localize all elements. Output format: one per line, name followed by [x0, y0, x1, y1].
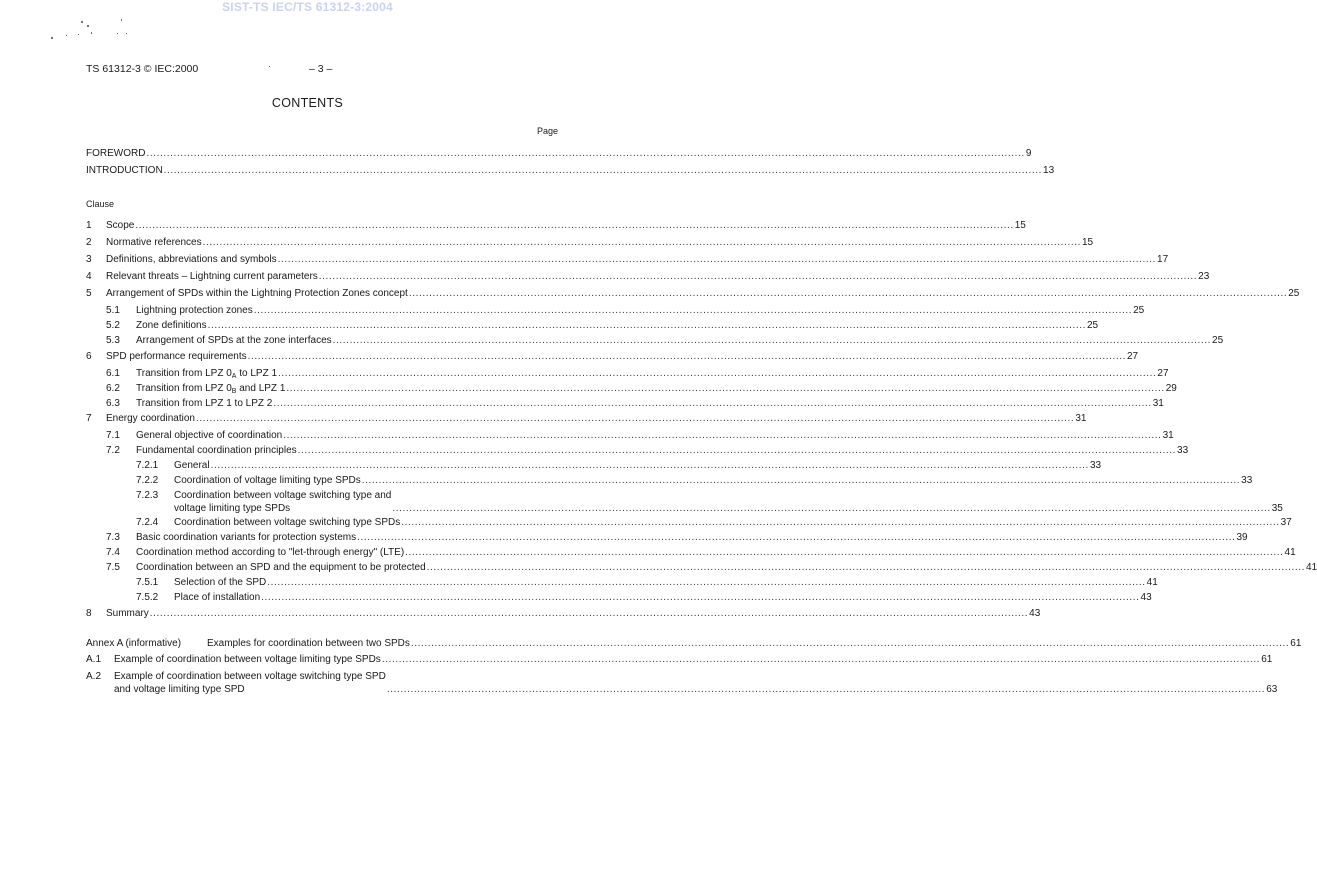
dot-leader: ....................................................................................................................................................................................................................................................................	[386, 684, 1266, 695]
scan-speck	[117, 33, 118, 34]
dot-leader: ....................................................................................................................................................................................................................................................................	[135, 220, 1014, 231]
scan-speck	[91, 32, 92, 34]
toc-entry-title: Definitions, abbreviations and symbols	[106, 254, 277, 265]
toc-entry-title: Coordination method according to "let-through energy" (LTE)	[136, 547, 405, 558]
dot-leader: ....................................................................................................................................................................................................................................................................	[401, 517, 1280, 528]
toc-entry-number: 6	[86, 351, 92, 362]
toc-entry[interactable]	[136, 576, 1158, 589]
toc-entry-number: 7.2.1	[136, 460, 159, 471]
toc-entry-title: Relevant threats – Lightning current parameters	[106, 271, 318, 282]
dot-leader: ....................................................................................................................................................................................................................................................................	[149, 608, 1029, 619]
toc-entry[interactable]	[136, 474, 1253, 487]
toc-entry-number: 7.2.2	[136, 475, 159, 486]
toc-entry-page: 29	[1165, 383, 1177, 394]
toc-entry-page: 43	[1029, 608, 1041, 619]
dot-leader: ....................................................................................................................................................................................................................................................................	[410, 638, 1290, 649]
toc-entry[interactable]	[86, 670, 1278, 696]
toc-entry[interactable]	[86, 287, 1300, 300]
toc-entry-number: 7.5.1	[136, 577, 159, 588]
toc-entry[interactable]	[86, 147, 1032, 160]
dot-leader: ....................................................................................................................................................................................................................................................................	[202, 237, 1081, 248]
toc-entry-number: 8	[86, 608, 92, 619]
dot-leader: ....................................................................................................................................................................................................................................................................	[283, 430, 1162, 441]
dot-leader: ....................................................................................................................................................................................................................................................................	[408, 288, 1288, 299]
toc-entry-title	[174, 489, 391, 515]
toc-entry[interactable]	[86, 637, 1302, 650]
scan-speck	[269, 66, 270, 67]
toc-entry-page: 13	[1043, 165, 1055, 176]
toc-entry-number: 7.5	[106, 562, 120, 573]
toc-entry-title-line: Example of coordination between voltage switching type SPD	[114, 671, 386, 682]
toc-entry-number: 7.2	[106, 445, 120, 456]
toc-entry-title-part: Transition from LPZ 0	[136, 368, 232, 379]
toc-entry-title: Coordination of voltage limiting type SPDs	[174, 475, 361, 486]
toc-entry-title: Basic coordination variants for protection systems	[136, 532, 357, 543]
page-column-label: Page	[536, 126, 558, 136]
toc-entry-page: 15	[1081, 237, 1094, 248]
toc-entry[interactable]	[106, 561, 1317, 574]
toc-entry-page: 17	[1157, 254, 1169, 265]
watermark-text: SIST-TS IEC/TS 61312-3:2004	[222, 0, 393, 14]
scan-speck	[126, 33, 127, 34]
toc-entry-title: Arrangement of SPDs at the zone interfaces	[136, 335, 332, 346]
toc-entry-title: Examples for coordination between two SPDs	[207, 638, 410, 649]
dot-leader: ....................................................................................................................................................................................................................................................................	[277, 254, 1157, 265]
dot-leader: ....................................................................................................................................................................................................................................................................	[381, 654, 1261, 665]
page-number: – 3 –	[309, 63, 333, 75]
toc-entry[interactable]	[106, 304, 1145, 317]
toc-entry[interactable]	[86, 164, 1055, 177]
toc-entry-title: INTRODUCTION	[86, 165, 163, 176]
toc-entry-page: 61	[1261, 654, 1273, 665]
dot-leader: ....................................................................................................................................................................................................................................................................	[357, 532, 1236, 543]
toc-entry-number: 4	[86, 271, 92, 282]
toc-entry-number: 3	[86, 254, 92, 265]
toc-entry-page: 37	[1280, 517, 1292, 528]
toc-entry[interactable]	[86, 236, 1094, 249]
dot-leader: ....................................................................................................................................................................................................................................................................	[318, 271, 1198, 282]
toc-entry-page: 33	[1241, 475, 1253, 486]
toc-entry-title: SPD performance requirements	[106, 351, 247, 362]
toc-entry[interactable]	[86, 653, 1273, 666]
toc-entry[interactable]	[86, 253, 1169, 266]
toc-entry[interactable]	[106, 319, 1099, 332]
dot-leader: ....................................................................................................................................................................................................................................................................	[273, 398, 1152, 409]
dot-leader: ....................................................................................................................................................................................................................................................................	[392, 503, 1271, 514]
dot-leader: ....................................................................................................................................................................................................................................................................	[195, 413, 1075, 424]
toc-entry-title: General	[174, 460, 210, 471]
toc-entry[interactable]	[106, 382, 1177, 395]
scan-speck	[87, 25, 89, 27]
toc-entry-title: Transition from LPZ 1 to LPZ 2	[136, 398, 273, 409]
toc-entry-title: Fundamental coordination principles	[136, 445, 297, 456]
dot-leader: ....................................................................................................................................................................................................................................................................	[405, 547, 1284, 558]
toc-entry-title: Coordination between voltage switching type SPDs	[174, 517, 401, 528]
toc-entry-page: 41	[1284, 547, 1296, 558]
toc-entry-page: 41	[1306, 562, 1317, 573]
toc-entry-title: FOREWORD	[86, 148, 146, 159]
toc-entry-title: Lightning protection zones	[136, 305, 253, 316]
scan-speck	[51, 37, 53, 39]
dot-leader: ....................................................................................................................................................................................................................................................................	[332, 335, 1212, 346]
dot-leader: ....................................................................................................................................................................................................................................................................	[278, 368, 1157, 379]
toc-entry-page: 23	[1198, 271, 1210, 282]
toc-entry-number: 7.2.3	[136, 490, 159, 501]
toc-entry-title-part: to LPZ 1	[236, 368, 278, 379]
toc-entry[interactable]	[86, 607, 1041, 620]
zone-subscript: A	[231, 373, 237, 380]
dot-leader: ....................................................................................................................................................................................................................................................................	[426, 562, 1306, 573]
scan-speck	[81, 21, 83, 23]
dot-leader: ....................................................................................................................................................................................................................................................................	[286, 383, 1165, 394]
toc-entry-title-part: and LPZ 1	[236, 383, 286, 394]
toc-entry-title: Summary	[106, 608, 149, 619]
toc-entry-number: 7.4	[106, 547, 120, 558]
toc-entry-number: A.1	[86, 654, 102, 665]
zone-subscript: B	[231, 388, 237, 395]
toc-entry-number: A.2	[86, 671, 102, 682]
toc-entry-title	[114, 670, 386, 696]
toc-entry-number: 5	[86, 288, 92, 299]
dot-leader: ....................................................................................................................................................................................................................................................................	[146, 148, 1025, 159]
dot-leader: ....................................................................................................................................................................................................................................................................	[267, 577, 1146, 588]
toc-entry-title-part: Transition from LPZ 0	[136, 383, 232, 394]
toc-entry-title	[136, 382, 285, 395]
toc-entry-page: 31	[1162, 430, 1174, 441]
scan-speck	[66, 35, 67, 36]
toc-entry[interactable]	[136, 459, 1102, 472]
scan-speck	[121, 19, 122, 21]
dot-leader: ....................................................................................................................................................................................................................................................................	[210, 460, 1089, 471]
toc-entry-page: 31	[1152, 398, 1164, 409]
toc-entry-number: 5.3	[106, 335, 120, 346]
toc-entry-number: 6.1	[106, 368, 120, 379]
toc-entry-page: 63	[1266, 684, 1278, 695]
toc-entry[interactable]	[136, 516, 1292, 529]
toc-entry-title: Energy coordination	[106, 413, 195, 424]
dot-leader: ....................................................................................................................................................................................................................................................................	[163, 165, 1043, 176]
toc-entry-page: 9	[1025, 148, 1032, 159]
dot-leader: ....................................................................................................................................................................................................................................................................	[361, 475, 1241, 486]
toc-entry-number: 7	[86, 413, 92, 424]
toc-entry-number: 6.3	[106, 398, 120, 409]
toc-entry-page: 61	[1290, 638, 1302, 649]
toc-entry-page: 39	[1236, 532, 1248, 543]
toc-entry-page: 27	[1127, 351, 1139, 362]
toc-entry-page: 43	[1140, 592, 1152, 603]
toc-entry-page: 33	[1177, 445, 1189, 456]
toc-entry[interactable]	[106, 429, 1174, 442]
toc-entry-title-line: and voltage limiting type SPD	[114, 684, 245, 695]
toc-entry-page: 27	[1157, 368, 1169, 379]
toc-entry-page: 33	[1089, 460, 1102, 471]
dot-leader: ....................................................................................................................................................................................................................................................................	[261, 592, 1140, 603]
clause-column-label: Clause	[86, 199, 115, 209]
toc-entry-title-line: voltage limiting type SPDs	[174, 503, 291, 514]
scan-speck	[78, 34, 79, 35]
toc-entry[interactable]	[106, 444, 1189, 457]
dot-leader: ....................................................................................................................................................................................................................................................................	[253, 305, 1133, 316]
dot-leader: ....................................................................................................................................................................................................................................................................	[247, 351, 1126, 362]
toc-entry-title	[136, 367, 277, 380]
toc-entry-page: 41	[1146, 577, 1158, 588]
document-reference: TS 61312-3 © IEC:2000	[86, 63, 199, 75]
toc-entry-number: 7.3	[106, 532, 120, 543]
toc-entry-title: General objective of coordination	[136, 430, 283, 441]
toc-entry[interactable]	[106, 367, 1169, 380]
toc-entry-page: 25	[1086, 320, 1099, 331]
toc-entry-title: Place of installation	[174, 592, 261, 603]
toc-entry-page: 31	[1075, 413, 1087, 424]
toc-entry-number: 7.2.4	[136, 517, 159, 528]
toc-entry[interactable]	[106, 531, 1248, 544]
toc-entry-page: 35	[1271, 503, 1283, 514]
toc-entry[interactable]	[136, 591, 1152, 604]
toc-entry-number: 7.1	[106, 430, 120, 441]
toc-entry-page: 15	[1014, 220, 1026, 231]
dot-leader: ....................................................................................................................................................................................................................................................................	[297, 445, 1177, 456]
toc-entry[interactable]	[86, 219, 1026, 232]
toc-entry-title: Arrangement of SPDs within the Lightning Protection Zones concept	[106, 288, 408, 299]
toc-entry[interactable]	[106, 546, 1296, 559]
dot-leader: ....................................................................................................................................................................................................................................................................	[207, 320, 1086, 331]
toc-entry-number: 5.2	[106, 320, 120, 331]
toc-entry-page: 25	[1288, 288, 1300, 299]
toc-entry[interactable]	[106, 397, 1164, 410]
toc-entry-title: Scope	[106, 220, 135, 231]
toc-entry-title: Normative references	[106, 237, 202, 248]
toc-entry-number: 7.5.2	[136, 592, 159, 603]
toc-entry-page: 25	[1133, 305, 1145, 316]
toc-entry-title: Example of coordination between voltage limiting type SPDs	[114, 654, 381, 665]
toc-entry[interactable]	[86, 412, 1087, 425]
toc-entry[interactable]	[136, 489, 1283, 515]
toc-entry-number: 5.1	[106, 305, 120, 316]
toc-entry-title: Zone definitions	[136, 320, 207, 331]
toc-entry[interactable]	[86, 270, 1210, 283]
toc-entry-title-line: Coordination between voltage switching type and	[174, 490, 392, 501]
toc-entry-page: 25	[1212, 335, 1224, 346]
toc-entry-number: 6.2	[106, 383, 120, 394]
toc-entry-number: 1	[86, 220, 92, 231]
page-title: CONTENTS	[271, 96, 344, 110]
toc-entry-number: 2	[86, 237, 92, 248]
toc-entry-title: Coordination between an SPD and the equipment to be protected	[136, 562, 426, 573]
toc-entry[interactable]	[106, 334, 1224, 347]
toc-entry[interactable]	[86, 350, 1139, 363]
toc-entry-number: Annex A (informative)	[86, 638, 182, 649]
toc-entry-title: Selection of the SPD	[174, 577, 267, 588]
